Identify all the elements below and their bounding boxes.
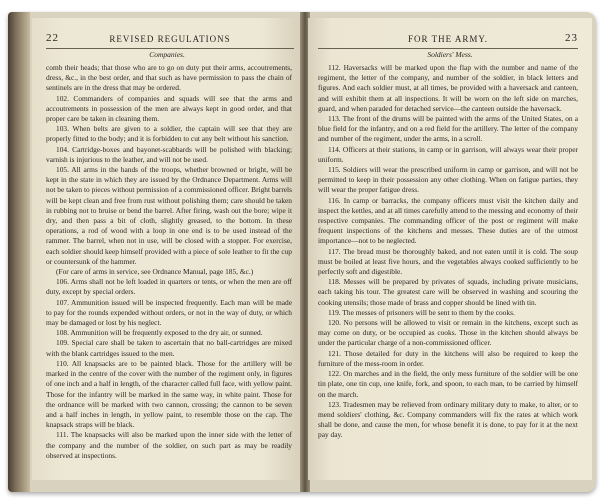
paragraph: 114. Officers at their stations, in camp or in garrison, will always wear their proper uniform. <box>318 144 578 164</box>
paragraph: 110. All knapsacks are to be painted black. Those for the artillery will be marked in the centre of the cover with the number of the regiment only, in figures of one inch and a half in length, of the character called full face, with yellow paint. Those for the infantry will be marked in the same way, in white paint. Those for the ordnance will be marked with two cannon, crossing; the cannon to be seven and a half inches in length, in yellow paint, to resemble those on the cap. The knapsack straps will be black. <box>46 358 292 430</box>
paragraph: 123. Tradesmen may be relieved from ordinary military duty to make, to alter, or to mend soldiers' clothing, &c. Company commanders will fix the rates at which work shall be done, and cause the men, for whose benefit it is done, to pay for it at the next pay day. <box>318 399 578 440</box>
paragraph: 109. Special care shall be taken to ascertain that no ball-cartridges are mixed with the blank cartridges issued to the men. <box>46 338 292 358</box>
paragraph: 113. The front of the drums will be painted with the arms of the United States, on a blue field for the infantry, and on a red field for the artillery. The letter of the company and number of the regiment, under the arms, in a scroll. <box>318 114 578 144</box>
right-page <box>308 18 592 480</box>
paragraph: 107. Ammunition issued will be inspected frequently. Each man will be made to pay for the rounds expended without orders, or not in the way of duty, or which may be damaged or lost by his neglect. <box>46 297 292 328</box>
paragraph: 117. The bread must be thoroughly baked, and not eaten until it is cold. The soup must be boiled at least five hours, and the vegetables always cooked sufficiently to be perfectly soft and digestible. <box>318 246 578 277</box>
paragraph: 112. Haversacks will be marked upon the flap with the number and name of the regiment, the letter of the company, and number of the soldier, in black letters and figures. And each soldier must, at all times, be provided with a haversack and canteen, and will exhibit them at all inspections. It will be worn on the left side on marches, guard, and when paraded for detached service—the canteen outside the haversack. <box>318 63 578 113</box>
right-page-text <box>318 63 578 441</box>
paragraph: 104. Cartridge-boxes and bayonet-scabbards will be polished with blacking; varnish is injurious to the leather, and will not be used. <box>46 144 292 164</box>
paragraph: 122. On marches and in the field, the only mess furniture of the soldier will be one tin plate, one tin cup, one knife, fork, and spoon, to each man, to be carried by himself on the march. <box>318 369 578 399</box>
paragraph: 119. The messes of prisoners will be sent to them by the cooks. <box>328 307 515 317</box>
right-running-title: FOR THE ARMY. <box>408 34 488 44</box>
left-page-number: 22 <box>46 32 59 44</box>
left-page-text <box>46 63 292 461</box>
paragraph: 111. The knapsacks will also be marked upon the inner side with the letter of the company and the number of the soldier, on such part as may be readily observed at inspections. <box>46 430 292 460</box>
paragraph: (For care of arms in service, see Ordnance Manual, page 185, &c.) <box>56 267 254 277</box>
paragraph: 103. When belts are given to a soldier, the captain will see that they are properly fitted to the body; and it is forbidden to cut any belt without his sanction. <box>46 124 292 144</box>
paragraph: 106. Arms shall not be left loaded in quarters or tents, or when the men are off duty, except by special orders. <box>46 277 292 297</box>
book-cover-edge <box>8 12 30 492</box>
paragraph: 118. Messes will be prepared by privates of squads, including private musicians, each taking his tour. The greatest care will be observed in washing and scouring the cooking utensils; those made of brass and copper should be lined with tin. <box>318 277 578 307</box>
right-section-heading: Soldiers' Mess. <box>427 50 473 59</box>
left-running-title: REVISED REGULATIONS <box>109 34 231 44</box>
right-running-head <box>318 32 578 49</box>
left-section-heading: Companies. <box>149 50 185 59</box>
paragraph: 102. Commanders of companies and squads will see that the arms and accoutrements in possession of the men are always kept in good order, and that proper care be taken in cleaning them. <box>46 93 292 124</box>
paragraph: 115. Soldiers will wear the prescribed uniform in camp or garrison, and will not be permitted to keep in their possession any other clothing. When on fatigue parties, they will wear the proper fatigue dress. <box>318 165 578 195</box>
left-running-head <box>46 32 294 49</box>
left-page <box>32 18 302 480</box>
paragraph: 108. Ammunition will be frequently exposed to the dry air, or sunned. <box>56 328 263 338</box>
paragraph: 116. In camp or barracks, the company officers must visit the kitchen daily and inspect the kettles, and at all times carefully attend to the messing and economy of their respective companies. The commanding officer of the post or regiment will make frequent inspections of the kitchens and messes. These duties are of the utmost importance—not to be neglected. <box>318 195 578 246</box>
open-book <box>8 12 596 492</box>
paragraph: 105. All arms in the hands of the troops, whether browned or bright, will be kept in the state in which they are issued by the Ordnance Department. Arms will not be taken to pieces without permission of a commissioned officer. Bright barrels will be kept clean and free from rust without polishing them; care should be taken in rubbing not to bruise or bend the barrel. After firing, wash out the bore; wipe it dry, and then pass a bit of cloth, slightly greased, to the bottom. In these operations, a rod of wood with a loop in one end is to be used instead of the rammer. The barrel, when not in use, will be closed with a stopper. For exercise, each soldier should keep himself provided with a piece of sole leather to fit the cup or countersunk of the hammer. <box>46 165 292 266</box>
paragraph: 120. No persons will be allowed to visit or remain in the kitchens, except such as may come on duty, or be occupied as cooks. Those in the kitchen should always be under the particular charge of a non-commissioned officer. <box>318 318 578 348</box>
paragraph: 121. Those detailed for duty in the kitchens will also be required to keep the furniture of the mess-room in order. <box>318 348 578 368</box>
paragraph: comb their heads; that those who are to go on duty put their arms, accoutrements, dress, &c., in the best order, and that such as have permission to pass the chain of sentinels are in the dress that may be ordered. <box>46 63 292 93</box>
right-page-number: 23 <box>565 32 578 44</box>
